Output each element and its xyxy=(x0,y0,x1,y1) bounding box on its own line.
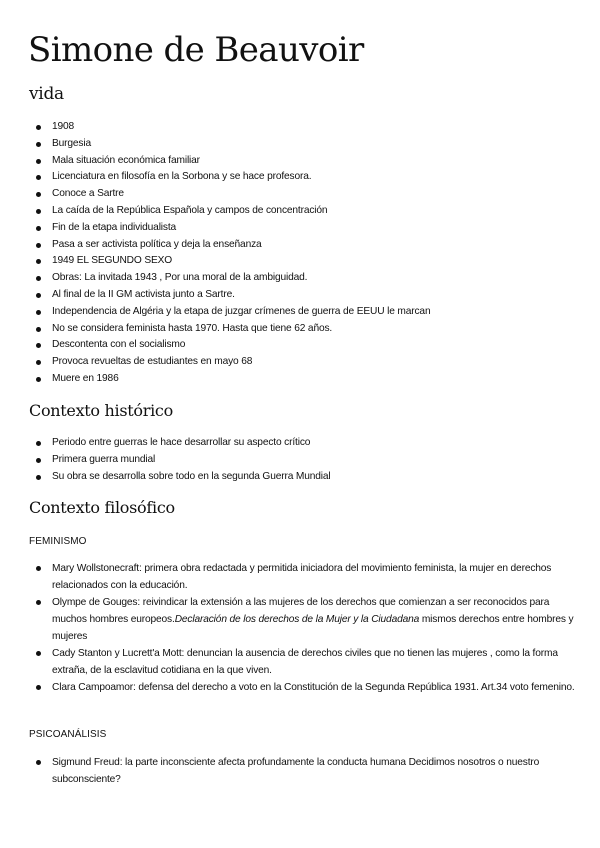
list-item: Muere en 1986 xyxy=(36,371,576,388)
bullet-icon xyxy=(36,760,41,765)
bullet-icon xyxy=(36,458,41,463)
bullet-icon xyxy=(36,327,41,332)
document-title: Simone de Beauvoir xyxy=(28,30,364,70)
list-item: La caída de la República Española y campos de concentración xyxy=(36,203,576,220)
psicoanalisis-list xyxy=(36,754,576,788)
list-item: Independencia de Algéria y la etapa de juzgar crímenes de guerra de EEUU le marcan xyxy=(36,304,576,321)
list-item: Mary Wollstonecraft: primera obra redactada y permitida iniciadora del movimiento feminista, la mujer en derechos relacionados con la educación. xyxy=(36,560,576,594)
section-heading-contexto-filosofico: Contexto filosófico xyxy=(29,498,175,517)
bullet-icon xyxy=(36,441,41,446)
bullet-icon xyxy=(36,243,41,248)
subheading-feminismo: FEMINISMO xyxy=(29,536,87,547)
section-heading-contexto-historico: Contexto histórico xyxy=(29,401,173,420)
list-item: Fin de la etapa individualista xyxy=(36,220,576,237)
section-heading-vida: vida xyxy=(29,84,64,104)
bullet-icon xyxy=(36,276,41,281)
bullet-icon xyxy=(36,159,41,164)
bullet-icon xyxy=(36,600,41,605)
list-item: Al final de la II GM activista junto a Sartre. xyxy=(36,287,576,304)
vida-list xyxy=(36,119,576,388)
bullet-icon xyxy=(36,343,41,348)
bullet-icon xyxy=(36,293,41,298)
bullet-icon xyxy=(36,651,41,656)
list-item: Obras: La invitada 1943 , Por una moral de la ambiguidad. xyxy=(36,270,576,287)
list-item: Primera guerra mundial xyxy=(36,452,576,469)
bullet-icon xyxy=(36,209,41,214)
subheading-psicoanalisis: PSICOANÁLISIS xyxy=(29,729,107,740)
list-item: Periodo entre guerras le hace desarrollar su aspecto crítico xyxy=(36,435,576,452)
bullet-icon xyxy=(36,192,41,197)
list-item: No se considera feminista hasta 1970. Hasta que tiene 62 años. xyxy=(36,321,576,338)
feminismo-list xyxy=(36,560,576,696)
bullet-icon xyxy=(36,360,41,365)
bullet-icon xyxy=(36,566,41,571)
contexto-historico-list xyxy=(36,435,576,485)
bullet-icon xyxy=(36,685,41,690)
bullet-icon xyxy=(36,226,41,231)
list-item: Descontenta con el socialismo xyxy=(36,337,576,354)
list-item: 1908 xyxy=(36,119,576,136)
bullet-icon xyxy=(36,125,41,130)
bullet-icon xyxy=(36,475,41,480)
bullet-icon xyxy=(36,377,41,382)
list-item: Conoce a Sartre xyxy=(36,186,576,203)
italic-title: Declaración de los derechos de la Mujer y la Ciudadana xyxy=(174,614,420,625)
list-item: 1949 EL SEGUNDO SEXO xyxy=(36,253,576,270)
list-item: Burgesia xyxy=(36,136,576,153)
bullet-icon xyxy=(36,259,41,264)
list-item: Olympe de Gouges: reivindicar la extensión a las mujeres de los derechos que comienzan a ser reconocidos para muchos hombres europeos.Declaración de los derechos de la Mujer y la Ciudadana mismos derechos entre hombres y mujeres xyxy=(36,594,576,645)
list-item: Provoca revueltas de estudiantes en mayo 68 xyxy=(36,354,576,371)
list-item: Licenciatura en filosofía en la Sorbona y se hace profesora. xyxy=(36,169,576,186)
bullet-icon xyxy=(36,310,41,315)
list-item: Mala situación económica familiar xyxy=(36,153,576,170)
list-item: Sigmund Freud: la parte inconsciente afecta profundamente la conducta humana Decidimos nosotros o nuestro subconsciente? xyxy=(36,754,576,788)
list-item: Cady Stanton y Lucrett'a Mott: denuncian la ausencia de derechos civiles que no tienen las mujeres , como la forma extraña, de la esclavitud cotidiana en la que viven. xyxy=(36,645,576,679)
bullet-icon xyxy=(36,175,41,180)
list-item: Su obra se desarrolla sobre todo en la segunda Guerra Mundial xyxy=(36,469,576,486)
list-item: Pasa a ser activista política y deja la enseñanza xyxy=(36,237,576,254)
bullet-icon xyxy=(36,142,41,147)
list-item: Clara Campoamor: defensa del derecho a voto en la Constitución de la Segunda República 1931. Art.34 voto femenino. xyxy=(36,679,576,696)
